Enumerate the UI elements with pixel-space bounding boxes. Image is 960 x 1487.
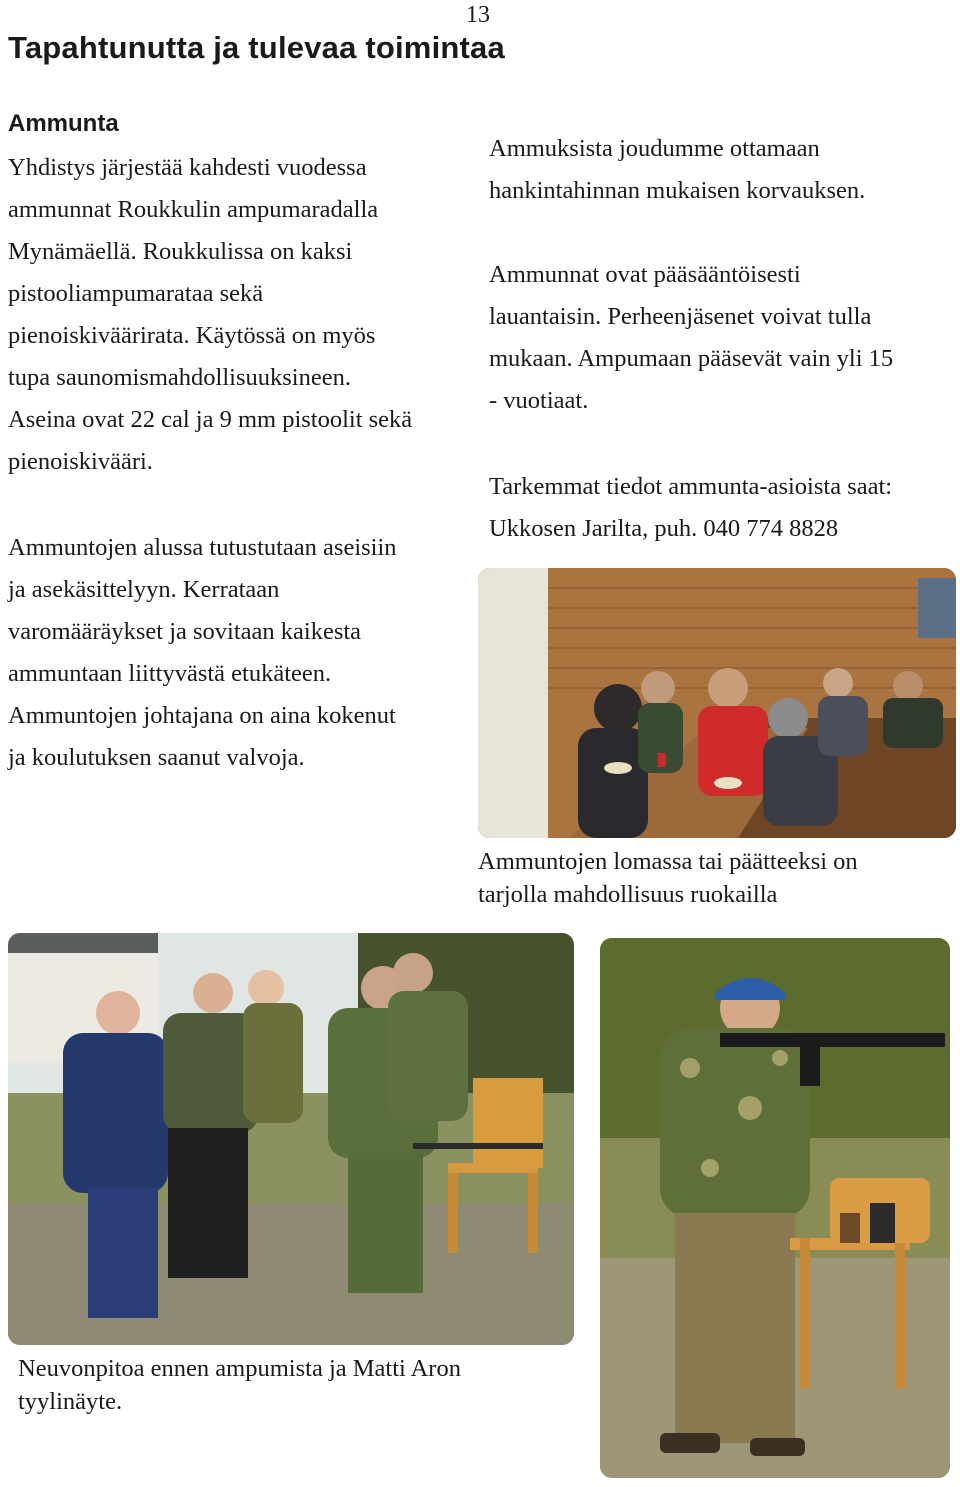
caption-line: tarjolla mahdollisuus ruokailla xyxy=(478,881,778,908)
left-paragraph-1 xyxy=(8,147,478,483)
right-paragraph-1 xyxy=(489,128,959,212)
text-line: tupa saunomismahdollisuuksineen. xyxy=(8,364,351,391)
text-line: Ammuksista joudumme ottamaan xyxy=(489,135,820,162)
text-line: mukaan. Ampumaan pääsevät vain yli 15 xyxy=(489,345,894,372)
shooter-photo-illustration xyxy=(600,938,950,1478)
text-line: Aseina ovat 22 cal ja 9 mm pistoolit sekä xyxy=(8,406,413,433)
section-heading: Ammunta xyxy=(8,110,119,137)
text-line: varomääräykset ja sovitaan kaikesta xyxy=(8,618,362,645)
text-line: ja koulutuksen saanut valvoja. xyxy=(8,744,305,771)
text-line: lauantaisin. Perheenjäsenet voivat tulla xyxy=(489,303,872,330)
text-line: Ammuntojen alussa tutustutaan aseisiin xyxy=(8,534,397,561)
page-number: 13 xyxy=(466,2,490,28)
left-paragraph-2 xyxy=(8,527,478,779)
text-line: pistooliampumarataa sekä xyxy=(8,280,264,307)
text-line: pienoiskivääri. xyxy=(8,448,153,475)
text-line: Ammuntojen johtajana on aina kokenut xyxy=(8,702,396,729)
dining-photo-illustration xyxy=(478,568,956,838)
caption-line: Ammuntojen lomassa tai päätteeksi on xyxy=(478,848,858,875)
text-line: Mynämäellä. Roukkulissa on kaksi xyxy=(8,238,353,265)
group-photo-illustration xyxy=(8,933,574,1345)
text-line: ammunnat Roukkulin ampumaradalla xyxy=(8,196,379,223)
text-line: hankintahinnan mukaisen korvauksen. xyxy=(489,177,866,204)
right-paragraph-2 xyxy=(489,254,959,422)
dining-photo xyxy=(478,568,956,838)
group-photo xyxy=(8,933,574,1345)
page-title: Tapahtunutta ja tulevaa toimintaa xyxy=(8,30,505,65)
text-line: Tarkemmat tiedot ammunta-asioista saat: xyxy=(489,473,893,500)
group-caption xyxy=(18,1352,461,1418)
text-line: - vuotiaat. xyxy=(489,387,589,414)
shooter-photo xyxy=(600,938,950,1478)
text-line: Ukkosen Jarilta, puh. 040 774 8828 xyxy=(489,515,839,542)
right-paragraph-3 xyxy=(489,466,959,550)
text-line: ammuntaan liittyvästä etukäteen. xyxy=(8,660,332,687)
dining-caption xyxy=(478,845,858,911)
caption-line: tyylinäyte. xyxy=(18,1388,123,1415)
text-line: pienoiskiväärirata. Käytössä on myös xyxy=(8,322,376,349)
text-line: ja asekäsittelyyn. Kerrataan xyxy=(8,576,280,603)
text-line: Ammunnat ovat pääsääntöisesti xyxy=(489,261,801,288)
text-line: Yhdistys järjestää kahdesti vuodessa xyxy=(8,154,367,181)
caption-line: Neuvonpitoa ennen ampumista ja Matti Aron xyxy=(18,1355,461,1382)
